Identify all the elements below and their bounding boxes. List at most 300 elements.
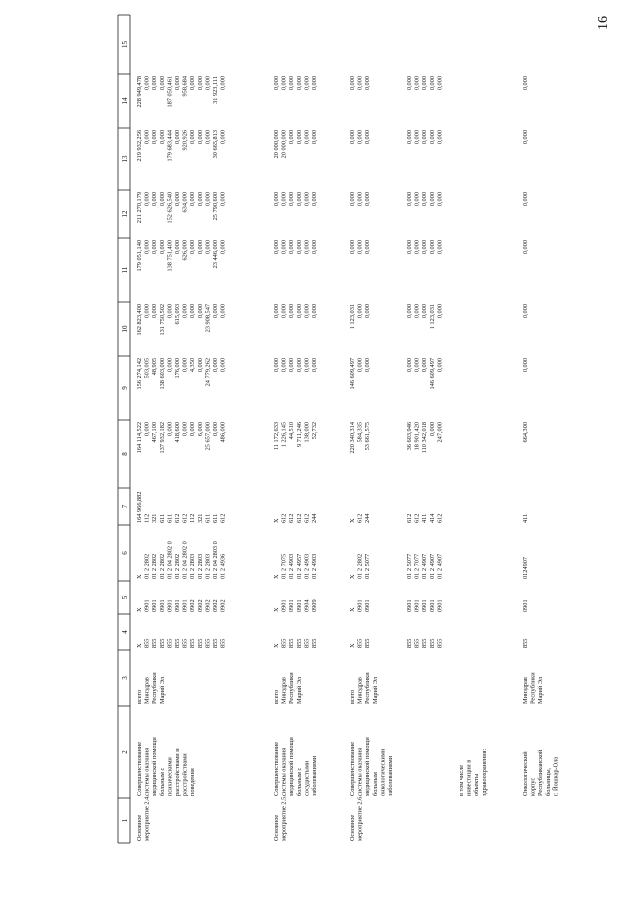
cell-code: 0901 (413, 599, 421, 612)
cell-value: 418,600 (174, 422, 181, 443)
cell-value: 0,000 (174, 240, 181, 255)
cell-code: 01 2 5077 (406, 553, 413, 579)
block-2-title: Совершенствование (273, 741, 280, 796)
cell-value: 0,000 (522, 304, 529, 319)
cell-value: 0,000 (181, 304, 189, 319)
block-1-title: медицинской помощи (151, 737, 159, 796)
cell-value: 0,000 (158, 192, 166, 207)
cell-value: 0,000 (303, 192, 311, 207)
cell-value: 0,000 (288, 240, 296, 255)
cell-code: 01 2 4907 (436, 553, 444, 579)
cell-code: 855 (522, 638, 529, 648)
cell-value: 0,000 (295, 304, 303, 319)
cell-code: 612 (303, 513, 311, 523)
cell-value: 137 932,182 (158, 422, 166, 454)
cell-value: 626,000 (181, 240, 189, 261)
cell-value: 0,000 (288, 192, 296, 207)
cell-value: 503,005 (143, 358, 151, 379)
cell-value: 0,000 (204, 76, 212, 91)
cell-value: 0,000 (273, 76, 280, 91)
cell-value: 30 665,813 (212, 130, 219, 159)
cell-code: 01 2 4903 (288, 553, 296, 579)
cell-value: 0,000 (158, 240, 166, 255)
column-header-12: 12 (121, 210, 129, 218)
cell-value: 179 051,140 (136, 240, 143, 272)
cell-code: 612 (406, 513, 413, 523)
cell-value: 0,000 (406, 240, 413, 255)
cell-code: 112 (143, 513, 151, 523)
cell-value: 0,000 (151, 76, 159, 91)
cell-value: 0,000 (364, 304, 372, 319)
cell-code: 411 (421, 513, 429, 523)
block-6-title: корпус (529, 777, 537, 796)
cell-value: 0,000 (349, 240, 356, 255)
cell-value: 0,000 (522, 358, 529, 373)
cell-value: 48,905 (151, 358, 159, 376)
cell-value: 131 750,502 (158, 304, 166, 336)
block-3-title: больным (371, 772, 379, 796)
cell-value: 0,000 (288, 76, 296, 91)
cell-value: 211 270,179 (136, 192, 143, 224)
block-6-executor: Республики (529, 672, 537, 704)
cell-value: 0,000 (356, 130, 364, 145)
cell-value: 0,000 (311, 130, 318, 145)
cell-code: 01 2 4903 (311, 553, 318, 579)
column-header-8: 8 (121, 452, 129, 456)
cell-value: 0,000 (303, 76, 311, 91)
cell-value: 0,000 (356, 76, 364, 91)
cell-value: 0,000 (288, 130, 296, 145)
cell-code: 01 2 04 2802 0 (166, 541, 174, 579)
column-header-15: 15 (121, 41, 129, 48)
cell-value: 0,000 (421, 240, 429, 255)
cell-value: 0,000 (280, 358, 288, 373)
cell-value: 0,000 (295, 192, 303, 207)
cell-code: 01 2 2802 (158, 553, 166, 579)
cell-code: 01 2 4936 (219, 553, 227, 579)
cell-code: 0904 (303, 599, 311, 612)
cell-code: 0902 (204, 599, 212, 612)
cell-value: 187 050,461 (166, 76, 174, 108)
cell-value: 0,000 (406, 192, 413, 207)
cell-value: 0,000 (166, 422, 174, 437)
cell-code: 01 2 2802 (356, 553, 364, 579)
cell-value: 0,000 (288, 358, 296, 373)
cell-code: 0902 (219, 599, 227, 612)
cell-value: 0,000 (295, 76, 303, 91)
cell-code: 855 (181, 638, 189, 648)
cell-code: X (349, 518, 356, 523)
cell-code: 0901 (166, 599, 174, 612)
cell-value: 0,000 (143, 240, 151, 255)
block-1-title: системы оказания (143, 747, 151, 796)
cell-value: 0,000 (174, 192, 181, 207)
cell-value: 0,000 (311, 76, 318, 91)
cell-code: 01 2 04 2802 0 (181, 541, 189, 579)
cell-code: 01 2 7075 (280, 553, 288, 579)
cell-value: 0,000 (143, 130, 151, 145)
cell-value: 164 114,522 (136, 422, 143, 454)
block-3-executor: Минздрав (356, 677, 364, 704)
cell-value: 0,000 (204, 130, 212, 145)
cell-code: 0901 (436, 599, 444, 612)
cell-value: 0,000 (181, 422, 189, 437)
cell-value: 0,000 (522, 240, 529, 255)
cell-value: 110 342,018 (421, 422, 429, 454)
cell-code: 612 (174, 513, 181, 523)
cell-value: 634,000 (181, 192, 189, 213)
cell-value: 0,000 (428, 240, 436, 255)
cell-value: 0,000 (413, 358, 421, 373)
cell-code: 855 (280, 638, 288, 648)
cell-code: 855 (212, 638, 219, 648)
cell-code: X (136, 643, 143, 648)
cell-value: 0,000 (196, 240, 204, 255)
block-2-executor: Минздрав (280, 677, 288, 704)
cell-value: 0,000 (280, 240, 288, 255)
cell-value: 0,000 (189, 422, 197, 437)
cell-code: 612 (288, 513, 296, 523)
cell-code: 611 (212, 513, 219, 523)
cell-value: 20 000,000 (273, 130, 280, 159)
block-2-event: Основное (273, 814, 280, 841)
block-1-executor: Минздрав (143, 677, 151, 704)
block-1-title: расстройствами (181, 753, 189, 796)
cell-code: 0901 (295, 599, 303, 612)
cell-code: 855 (151, 638, 159, 648)
cell-value: 0,000 (166, 358, 174, 373)
block-2-title: медицинской помощи (288, 737, 296, 796)
cell-value: 958,684 (181, 76, 189, 97)
cell-value: 0,000 (421, 358, 429, 373)
cell-code: 01 2 4907 (421, 553, 429, 579)
cell-value: 0,000 (311, 240, 318, 255)
cell-code: 0901 (174, 599, 181, 612)
cell-code: 0901 (151, 599, 159, 612)
cell-value: 0,000 (421, 76, 429, 91)
cell-code: 612 (295, 513, 303, 523)
cell-value: 0,000 (413, 304, 421, 319)
cell-value: 0,000 (406, 130, 413, 145)
cell-code: 611 (166, 513, 174, 523)
column-header-10: 10 (121, 325, 129, 333)
block-2-executor: Республики (288, 672, 296, 704)
cell-code: 321 (151, 513, 159, 523)
cell-code: 01 2 2803 (204, 553, 212, 579)
cell-code: 321 (196, 513, 204, 523)
cell-value: 0,000 (280, 304, 288, 319)
cell-value: 0,000 (273, 240, 280, 255)
cell-code: 855 (166, 638, 174, 648)
cell-value: 0,000 (356, 240, 364, 255)
cell-code: X (136, 574, 143, 579)
cell-value: 0,000 (288, 304, 296, 319)
cell-value: 0,000 (273, 192, 280, 207)
cell-value: 0,000 (311, 192, 318, 207)
block-1-event: мероприятие 2.4. (143, 795, 151, 841)
cell-value: 0,000 (436, 192, 444, 207)
cell-value: 0,000 (364, 192, 372, 207)
cell-value: 0,000 (349, 76, 356, 91)
cell-value: 146 609,497 (349, 358, 356, 390)
cell-code: X (273, 518, 280, 523)
cell-value: 0,000 (189, 76, 197, 91)
cell-code: 855 (428, 638, 436, 648)
cell-value: 1 123,031 (349, 304, 356, 330)
cell-value: 0,000 (174, 130, 181, 145)
cell-code: 0901 (364, 599, 372, 612)
cell-code: 611 (204, 513, 212, 523)
cell-code: 855 (219, 638, 227, 648)
cell-value: 0,000 (428, 130, 436, 145)
cell-code: 612 (356, 513, 364, 523)
block-1-executor: всего (136, 689, 143, 704)
cell-code: 01 2 4907 (428, 553, 436, 579)
cell-value: 0,000 (413, 240, 421, 255)
cell-value: 0,000 (196, 130, 204, 145)
block-6-title: больницы, (544, 767, 552, 796)
cell-value: 0,000 (273, 304, 280, 319)
cell-value: 0,000 (406, 304, 413, 319)
block-1-executor: Республики (151, 672, 159, 704)
cell-code: 164 966,882 (136, 491, 143, 523)
cell-value: 0,000 (436, 358, 444, 373)
cell-value: 0,000 (364, 358, 372, 373)
cell-code: 01 2 2803 (189, 553, 197, 579)
cell-code: 855 (295, 638, 303, 648)
cell-value: 0,000 (356, 304, 364, 319)
cell-value: 23 446,000 (212, 240, 219, 269)
cell-code: 01 2 7077 (413, 553, 421, 579)
cell-value: 615,093 (174, 304, 181, 325)
cell-code: 855 (158, 638, 166, 648)
cell-value: 0,000 (406, 358, 413, 373)
cell-code: X (349, 607, 356, 612)
cell-value: 0,000 (219, 240, 227, 255)
cell-code: 112 (189, 513, 197, 523)
cell-code: 0901 (406, 599, 413, 612)
column-header-1: 1 (121, 818, 129, 823)
cell-code: 01 2 4957 (295, 553, 303, 579)
cell-code: 612 (181, 513, 189, 523)
block-6-title: г. Йошкар-Ола (552, 756, 560, 796)
cell-value: 0,000 (522, 76, 529, 91)
block-3-event: мероприятие 2.6. (356, 795, 364, 841)
cell-value: 0,000 (151, 304, 159, 319)
cell-value: 0,000 (364, 240, 372, 255)
cell-code: 0901 (288, 599, 296, 612)
cell-code: 855 (436, 638, 444, 648)
cell-code: 0902 (212, 599, 219, 612)
block-2-event: мероприятие 2.5. (280, 795, 288, 841)
block-1-title: Совершенствование (136, 741, 143, 796)
column-header-9: 9 (121, 386, 129, 390)
block-1-title: психическими (166, 757, 174, 796)
cell-code: 414 (428, 513, 436, 523)
cell-code: 0901 (280, 599, 288, 612)
cell-value: 0,000 (428, 422, 436, 437)
cell-value: 0,000 (196, 358, 204, 373)
cell-code: 855 (174, 638, 181, 648)
cell-value: 0,000 (436, 130, 444, 145)
column-header-14: 14 (121, 97, 129, 105)
column-header-11: 11 (121, 266, 129, 274)
cell-code: 0901 (181, 599, 189, 612)
cell-code: 0901 (428, 599, 436, 612)
block-3-executor: всего (349, 689, 356, 704)
block-3-executor: Республики (364, 672, 372, 704)
cell-value: 0,000 (364, 130, 372, 145)
cell-code: 612 (413, 513, 421, 523)
cell-value: 0,000 (311, 304, 318, 319)
cell-value: 0,000 (436, 76, 444, 91)
block-3-title: онкологическими (379, 748, 387, 796)
cell-value: 44,510 (288, 422, 296, 440)
cell-value: 0,000 (196, 76, 204, 91)
cell-value: 0,000 (280, 192, 288, 207)
cell-value: 0,000 (151, 192, 159, 207)
cell-value: 920,926 (181, 130, 189, 151)
cell-value: 247,000 (436, 422, 444, 443)
cell-code: 01 2 4903 (303, 553, 311, 579)
cell-value: 0,000 (303, 130, 311, 145)
cell-code: X (349, 643, 356, 648)
column-header-7: 7 (121, 504, 129, 509)
block-1-title: больным с (158, 767, 166, 796)
cell-value: 0,000 (522, 192, 529, 207)
cell-value: 664,300 (522, 422, 529, 443)
block-3-title: заболеваниями (387, 755, 394, 796)
cell-value: 0,000 (219, 130, 227, 145)
cell-value: 0,000 (303, 304, 311, 319)
cell-code: X (349, 574, 356, 579)
cell-value: 0,000 (273, 358, 280, 373)
block-2-title: заболеваниями (311, 755, 318, 796)
cell-value: 20 000,000 (280, 130, 288, 159)
cell-code: 855 (413, 638, 421, 648)
column-header-4: 4 (121, 630, 129, 634)
cell-value: 0,000 (349, 130, 356, 145)
cell-code: 855 (196, 638, 204, 648)
cell-value: 0,000 (421, 192, 429, 207)
block-2-executor: всего (273, 689, 280, 704)
cell-code: 01 2 5077 (364, 553, 372, 579)
cell-code: 0902 (189, 599, 197, 612)
cell-value: 0,000 (280, 76, 288, 91)
block-5-title: инвестиции в (465, 759, 473, 796)
cell-value: 0,000 (219, 304, 227, 319)
cell-value: 0,000 (174, 76, 181, 91)
cell-code: 01 2 2802 (174, 553, 181, 579)
block-6-executor: Минздрав (522, 677, 529, 704)
column-header-6: 6 (121, 551, 129, 555)
cell-value: 0,000 (204, 192, 212, 207)
cell-value: 0,000 (311, 358, 318, 373)
cell-value: 179 683,444 (166, 130, 174, 162)
cell-value: 152 626,540 (166, 192, 174, 224)
cell-code: 855 (311, 638, 318, 648)
cell-value: 138 751,400 (166, 240, 174, 272)
column-header-2: 2 (121, 750, 129, 754)
cell-code: 855 (421, 638, 429, 648)
cell-value: 0,000 (196, 192, 204, 207)
cell-value: 0,000 (295, 358, 303, 373)
cell-value: 0,000 (436, 240, 444, 255)
cell-value: 0,000 (421, 304, 429, 319)
cell-code: 612 (219, 513, 227, 523)
cell-value: 1 123,031 (428, 304, 436, 330)
cell-value: 156 274,142 (136, 358, 143, 390)
cell-code: 411 (522, 513, 529, 523)
cell-value: 0,000 (428, 76, 436, 91)
cell-code: 855 (189, 638, 197, 648)
cell-value: 0,000 (143, 76, 151, 91)
cell-value: 0,000 (219, 358, 227, 373)
cell-value: 0,000 (219, 192, 227, 207)
cell-value: 0,000 (158, 76, 166, 91)
cell-code: 612 (436, 513, 444, 523)
block-2-title: больным с (295, 767, 303, 796)
block-6-executor: Марий Эл (537, 676, 545, 704)
cell-value: 0,000 (189, 304, 197, 319)
cell-value: 0,000 (166, 304, 174, 319)
cell-code: 0124907 (522, 556, 529, 579)
cell-code: 855 (288, 638, 296, 648)
cell-value: 0,000 (413, 130, 421, 145)
cell-value: 11 172,633 (273, 422, 280, 451)
cell-value: 23 908,547 (204, 304, 212, 333)
cell-value: 0,000 (189, 192, 197, 207)
cell-value: 31 923,111 (212, 76, 219, 104)
cell-value: 1 226,145 (280, 422, 288, 448)
cell-value: 25 657,000 (204, 422, 212, 451)
cell-value: 0,000 (522, 130, 529, 145)
cell-value: 0,000 (295, 240, 303, 255)
cell-value: 219 932,256 (136, 130, 143, 162)
cell-value: 0,000 (349, 192, 356, 207)
cell-value: 0,000 (143, 192, 151, 207)
block-1-event: Основное (136, 814, 143, 841)
cell-value: 220 340,314 (349, 422, 356, 454)
cell-value: 162 823,400 (136, 304, 143, 336)
cell-value: 486,000 (219, 422, 227, 443)
cell-value: 0,000 (151, 240, 159, 255)
cell-code: 0902 (196, 599, 204, 612)
block-3-title: системы оказания (356, 747, 364, 796)
block-2-title: сосудистыми (303, 760, 311, 796)
column-header-5: 5 (121, 595, 129, 600)
cell-code: 0901 (143, 599, 151, 612)
column-header-13: 13 (121, 155, 129, 163)
cell-code: 855 (364, 638, 372, 648)
cell-code: X (136, 607, 143, 612)
cell-value: 0,000 (204, 240, 212, 255)
cell-value: 0,000 (189, 240, 197, 255)
cell-value: 138,000 (303, 422, 311, 443)
block-3-title: медицинской помощи (364, 737, 372, 796)
cell-value: 0,000 (356, 192, 364, 207)
block-2-title: системы оказания (280, 747, 288, 796)
cell-code: 244 (311, 513, 318, 523)
cell-value: 0,000 (143, 304, 151, 319)
cell-value: 0,000 (181, 358, 189, 373)
cell-value: 146 609,497 (428, 358, 436, 390)
cell-code: 855 (204, 638, 212, 648)
cell-code: 01 2 2803 (196, 553, 204, 579)
cell-value: 0,000 (421, 130, 429, 145)
cell-code: 244 (364, 513, 372, 523)
cell-value: 0,000 (428, 192, 436, 207)
